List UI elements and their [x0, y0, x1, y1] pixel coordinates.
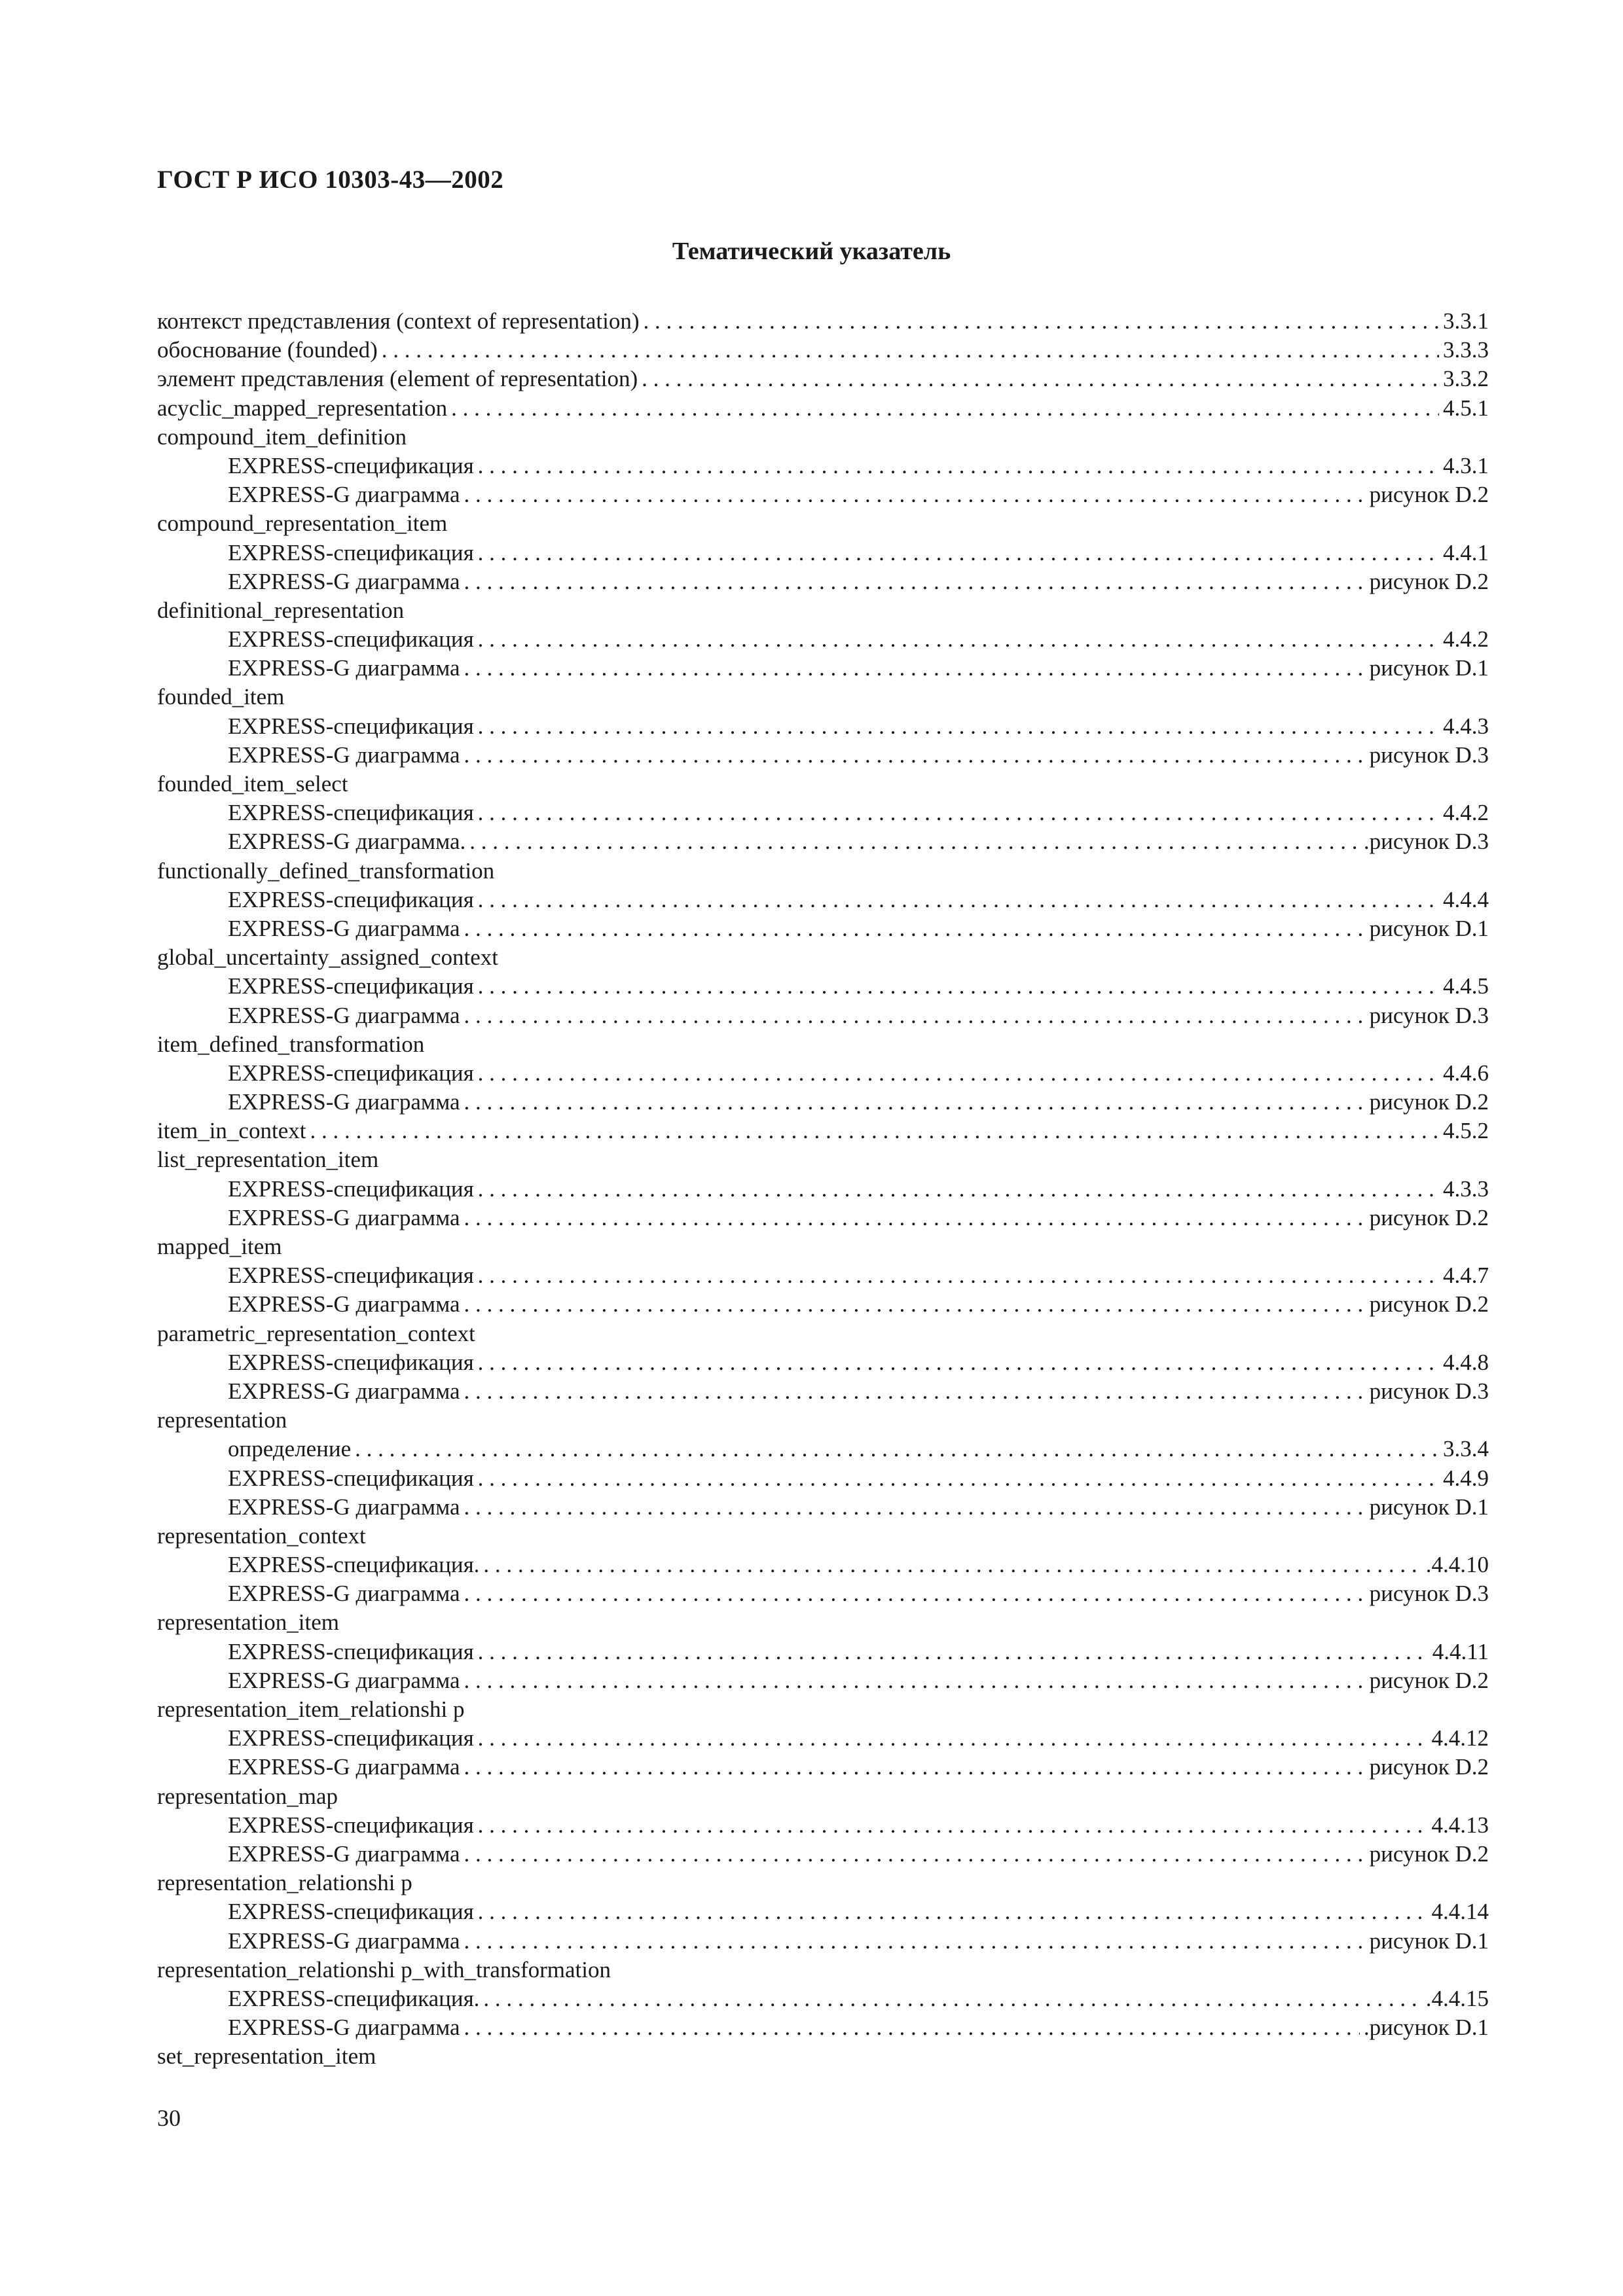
page-number: 30 — [157, 2105, 181, 2131]
dot-leader — [464, 1493, 1366, 1522]
index-term: representation_relationshi p_with_transformation — [157, 1956, 611, 1982]
dot-leader — [464, 1579, 1366, 1608]
index-reference: 4.3.3 — [1443, 1175, 1489, 1202]
index-term: compound_representation_item — [157, 511, 448, 537]
index-entry — [157, 770, 1489, 798]
dot-leader — [478, 1724, 1428, 1753]
dot-leader — [478, 886, 1439, 914]
document-header: ГОСТ Р ИСО 10303-43—2002 — [157, 166, 504, 194]
dot-leader — [478, 1638, 1429, 1666]
index-reference: 4.4.13 — [1431, 1812, 1489, 1838]
index-subentry — [157, 1290, 1489, 1319]
index-reference: рисунок D.3 — [1369, 1581, 1489, 1607]
index-term: EXPRESS-G диаграмма — [228, 2015, 460, 2041]
index-subentry — [157, 1666, 1489, 1695]
index-list — [157, 307, 1489, 2071]
index-term: EXPRESS-спецификация. — [228, 1985, 480, 2011]
index-subentry — [157, 914, 1489, 943]
index-reference: рисунок D.1 — [1369, 915, 1489, 941]
index-reference: 4.3.1 — [1443, 452, 1489, 478]
index-term: global_uncertainty_assigned_context — [157, 944, 498, 971]
dot-leader — [478, 539, 1439, 567]
index-entry — [157, 1145, 1489, 1174]
index-term: founded_item_select — [157, 771, 348, 797]
index-subentry — [157, 1493, 1489, 1522]
index-reference: 4.4.1 — [1443, 539, 1489, 565]
dot-leader — [464, 2013, 1360, 2042]
index-reference: 4.5.1 — [1443, 395, 1489, 421]
index-term: EXPRESS-G диаграмма — [228, 1494, 460, 1520]
index-subentry — [157, 539, 1489, 567]
index-term: EXPRESS-спецификация — [228, 713, 474, 739]
dot-leader — [478, 1175, 1439, 1204]
index-term: EXPRESS-спецификация — [228, 626, 474, 653]
index-term: item_in_context — [157, 1118, 306, 1144]
index-term: representation_item_relationshi p — [157, 1696, 465, 1722]
index-entry — [157, 2042, 1489, 2071]
index-term: EXPRESS-спецификация — [228, 1060, 474, 1086]
index-subentry — [157, 1927, 1489, 1956]
index-entry — [157, 394, 1489, 423]
index-term: обоснование (founded) — [157, 337, 378, 363]
dot-leader — [478, 1348, 1439, 1377]
index-term: EXPRESS-G диаграмма — [228, 1840, 460, 1867]
index-reference: 4.4.11 — [1432, 1638, 1489, 1664]
index-subentry — [157, 1638, 1489, 1666]
index-term: list_representation_item — [157, 1147, 379, 1173]
index-term: EXPRESS-G диаграмма — [228, 482, 460, 508]
index-term: EXPRESS-G диаграмма — [228, 1928, 460, 1954]
dot-leader — [483, 1984, 1421, 2013]
dot-leader — [382, 336, 1439, 365]
index-reference: рисунок D.2 — [1369, 1840, 1489, 1867]
index-term: EXPRESS-G диаграмма — [228, 1291, 460, 1318]
index-entry — [157, 1030, 1489, 1059]
index-subentry — [157, 1059, 1489, 1088]
dot-leader — [469, 827, 1360, 856]
index-term: EXPRESS-спецификация — [228, 973, 474, 999]
index-entry — [157, 857, 1489, 886]
index-entry — [157, 423, 1489, 452]
index-entry — [157, 1956, 1489, 1984]
index-reference: рисунок D.3 — [1369, 1002, 1489, 1028]
index-entry — [157, 336, 1489, 365]
dot-leader — [478, 1261, 1439, 1290]
index-subentry — [157, 480, 1489, 509]
index-reference: 4.4.2 — [1443, 800, 1489, 826]
index-entry — [157, 683, 1489, 711]
index-subentry — [157, 1897, 1489, 1926]
index-entry — [157, 1869, 1489, 1897]
index-subentry — [157, 1204, 1489, 1232]
index-entry — [157, 943, 1489, 972]
dot-leader — [451, 394, 1439, 423]
index-reference: .4.4.15 — [1425, 1985, 1489, 2011]
index-term: EXPRESS-спецификация — [228, 1638, 474, 1664]
index-term: EXPRESS-спецификация — [228, 1465, 474, 1491]
index-term: EXPRESS-G диаграмма. — [228, 829, 466, 855]
index-term: EXPRESS-спецификация — [228, 452, 474, 478]
index-subentry — [157, 1377, 1489, 1406]
index-term: founded_item — [157, 684, 285, 710]
index-reference: .4.4.10 — [1425, 1552, 1489, 1578]
index-term: EXPRESS-спецификация — [228, 1349, 474, 1375]
dot-leader — [478, 1811, 1428, 1840]
dot-leader — [464, 1088, 1366, 1117]
index-subentry — [157, 1840, 1489, 1869]
dot-leader — [464, 1377, 1366, 1406]
index-reference: 4.4.4 — [1443, 886, 1489, 912]
index-subentry — [157, 1724, 1489, 1753]
index-term: EXPRESS-спецификация — [228, 1725, 474, 1751]
index-reference: 4.4.12 — [1431, 1725, 1489, 1751]
dot-leader — [464, 1840, 1366, 1869]
index-term: item_defined_transformation — [157, 1031, 425, 1057]
index-subentry — [157, 712, 1489, 741]
index-reference: рисунок D.2 — [1369, 1754, 1489, 1780]
index-reference: рисунок D.2 — [1369, 1204, 1489, 1230]
index-entry — [157, 1522, 1489, 1551]
dot-leader — [464, 1290, 1366, 1319]
dot-leader — [478, 625, 1439, 654]
index-term: compound_item_definition — [157, 423, 407, 450]
index-subentry — [157, 1811, 1489, 1840]
index-term: EXPRESS-G диаграмма — [228, 1581, 460, 1607]
index-reference: 4.4.14 — [1431, 1899, 1489, 1925]
index-term: EXPRESS-G диаграмма — [228, 655, 460, 681]
index-subentry — [157, 972, 1489, 1001]
index-subentry — [157, 654, 1489, 683]
index-entry — [157, 1608, 1489, 1637]
dot-leader — [478, 1464, 1439, 1493]
dot-leader — [478, 972, 1439, 1001]
dot-leader — [464, 914, 1366, 943]
index-reference: 3.3.4 — [1443, 1436, 1489, 1462]
index-term: representation_relationshi p — [157, 1870, 412, 1896]
index-subentry — [157, 1464, 1489, 1493]
index-term: EXPRESS-G диаграмма — [228, 1089, 460, 1115]
index-entry — [157, 596, 1489, 625]
index-term: representation_map — [157, 1783, 338, 1809]
index-title: Тематический указатель — [672, 238, 951, 265]
index-term: EXPRESS-спецификация — [228, 539, 474, 565]
index-term: representation_item — [157, 1609, 339, 1636]
index-term: acyclic_mapped_representation — [157, 395, 448, 421]
index-reference: рисунок D.1 — [1369, 655, 1489, 681]
index-subentry — [157, 1984, 1489, 2013]
index-entry — [157, 509, 1489, 538]
dot-leader — [464, 1927, 1366, 1956]
index-term: set_representation_item — [157, 2043, 376, 2070]
index-subentry — [157, 567, 1489, 596]
index-term: mapped_item — [157, 1234, 282, 1259]
dot-leader — [464, 741, 1366, 770]
index-term: элемент представления (element of representation) — [157, 366, 638, 392]
index-reference: рисунок D.2 — [1369, 568, 1489, 594]
index-subentry — [157, 1001, 1489, 1030]
dot-leader — [478, 452, 1439, 480]
index-subentry — [157, 827, 1489, 856]
index-reference: рисунок D.1 — [1369, 1494, 1489, 1520]
dot-leader — [464, 1001, 1366, 1030]
index-reference: 3.3.3 — [1443, 337, 1489, 363]
index-reference: рисунок D.1 — [1369, 1928, 1489, 1954]
index-subentry — [157, 625, 1489, 654]
index-reference: рисунок D.2 — [1369, 1667, 1489, 1693]
index-term: EXPRESS-G диаграмма — [228, 1378, 460, 1404]
index-term: definitional_representation — [157, 597, 405, 623]
index-entry — [157, 1695, 1489, 1724]
dot-leader — [478, 1059, 1439, 1088]
index-entry — [157, 307, 1489, 336]
index-entry — [157, 1319, 1489, 1348]
index-term: EXPRESS-спецификация. — [228, 1552, 480, 1578]
index-term: EXPRESS-G диаграмма — [228, 568, 460, 594]
index-reference: .рисунок D.1 — [1363, 2015, 1489, 2041]
index-reference: рисунок D.3 — [1369, 742, 1489, 768]
dot-leader — [478, 1897, 1428, 1926]
index-subentry — [157, 1261, 1489, 1290]
index-subentry — [157, 741, 1489, 770]
index-term: representation — [157, 1407, 287, 1433]
index-subentry — [157, 1348, 1489, 1377]
index-subentry — [157, 1551, 1489, 1579]
index-term: functionally_defined_transformation — [157, 857, 495, 884]
index-subentry — [157, 798, 1489, 827]
index-term: EXPRESS-спецификация — [228, 1263, 474, 1289]
index-term: EXPRESS-G диаграмма — [228, 1204, 460, 1230]
index-term: EXPRESS-спецификация — [228, 800, 474, 826]
dot-leader — [464, 1204, 1366, 1232]
index-reference: рисунок D.2 — [1369, 1089, 1489, 1115]
index-term: определение — [228, 1436, 352, 1462]
dot-leader — [464, 654, 1366, 683]
index-term: EXPRESS-G диаграмма — [228, 1002, 460, 1028]
index-subentry — [157, 1753, 1489, 1782]
dot-leader — [644, 307, 1439, 336]
index-subentry — [157, 2013, 1489, 2042]
index-reference: рисунок D.3 — [1369, 1378, 1489, 1404]
dot-leader — [464, 480, 1366, 509]
index-subentry — [157, 886, 1489, 914]
index-reference: 4.4.9 — [1443, 1465, 1489, 1491]
index-term: EXPRESS-спецификация — [228, 1812, 474, 1838]
index-subentry — [157, 1579, 1489, 1608]
index-term: representation_context — [157, 1522, 366, 1549]
index-term: parametric_representation_context — [157, 1320, 475, 1346]
index-term: EXPRESS-спецификация — [228, 1175, 474, 1202]
dot-leader — [464, 1753, 1366, 1782]
index-reference: 4.4.3 — [1443, 713, 1489, 739]
index-reference: 4.4.7 — [1443, 1263, 1489, 1289]
index-reference: 4.4.6 — [1443, 1060, 1489, 1086]
index-entry — [157, 1406, 1489, 1435]
dot-leader — [310, 1117, 1439, 1145]
dot-leader — [464, 567, 1366, 596]
index-reference: 4.4.8 — [1443, 1349, 1489, 1375]
index-reference: 3.3.2 — [1443, 366, 1489, 392]
index-subentry — [157, 1175, 1489, 1204]
dot-leader — [478, 798, 1439, 827]
dot-leader — [642, 365, 1439, 393]
dot-leader — [483, 1551, 1421, 1579]
index-entry — [157, 1782, 1489, 1811]
index-entry — [157, 1232, 1489, 1261]
index-entry — [157, 1117, 1489, 1145]
index-reference: .рисунок D.3 — [1363, 829, 1489, 855]
index-reference: 3.3.1 — [1443, 308, 1489, 334]
index-term: EXPRESS-G диаграмма — [228, 742, 460, 768]
dot-leader — [355, 1435, 1439, 1463]
index-entry — [157, 365, 1489, 393]
index-term: EXPRESS-G диаграмма — [228, 1754, 460, 1780]
index-reference: 4.4.5 — [1443, 973, 1489, 999]
dot-leader — [464, 1666, 1366, 1695]
index-reference: рисунок D.2 — [1369, 1291, 1489, 1318]
index-reference: 4.4.2 — [1443, 626, 1489, 653]
index-subentry — [157, 1088, 1489, 1117]
index-reference: 4.5.2 — [1443, 1118, 1489, 1144]
index-reference: рисунок D.2 — [1369, 482, 1489, 508]
index-term: EXPRESS-G диаграмма — [228, 1667, 460, 1693]
index-subentry — [157, 452, 1489, 480]
index-subentry — [157, 1435, 1489, 1463]
index-term: контекст представления (context of representation) — [157, 308, 640, 334]
index-term: EXPRESS-G диаграмма — [228, 915, 460, 941]
dot-leader — [478, 712, 1439, 741]
index-term: EXPRESS-спецификация — [228, 1899, 474, 1925]
index-term: EXPRESS-спецификация — [228, 886, 474, 912]
